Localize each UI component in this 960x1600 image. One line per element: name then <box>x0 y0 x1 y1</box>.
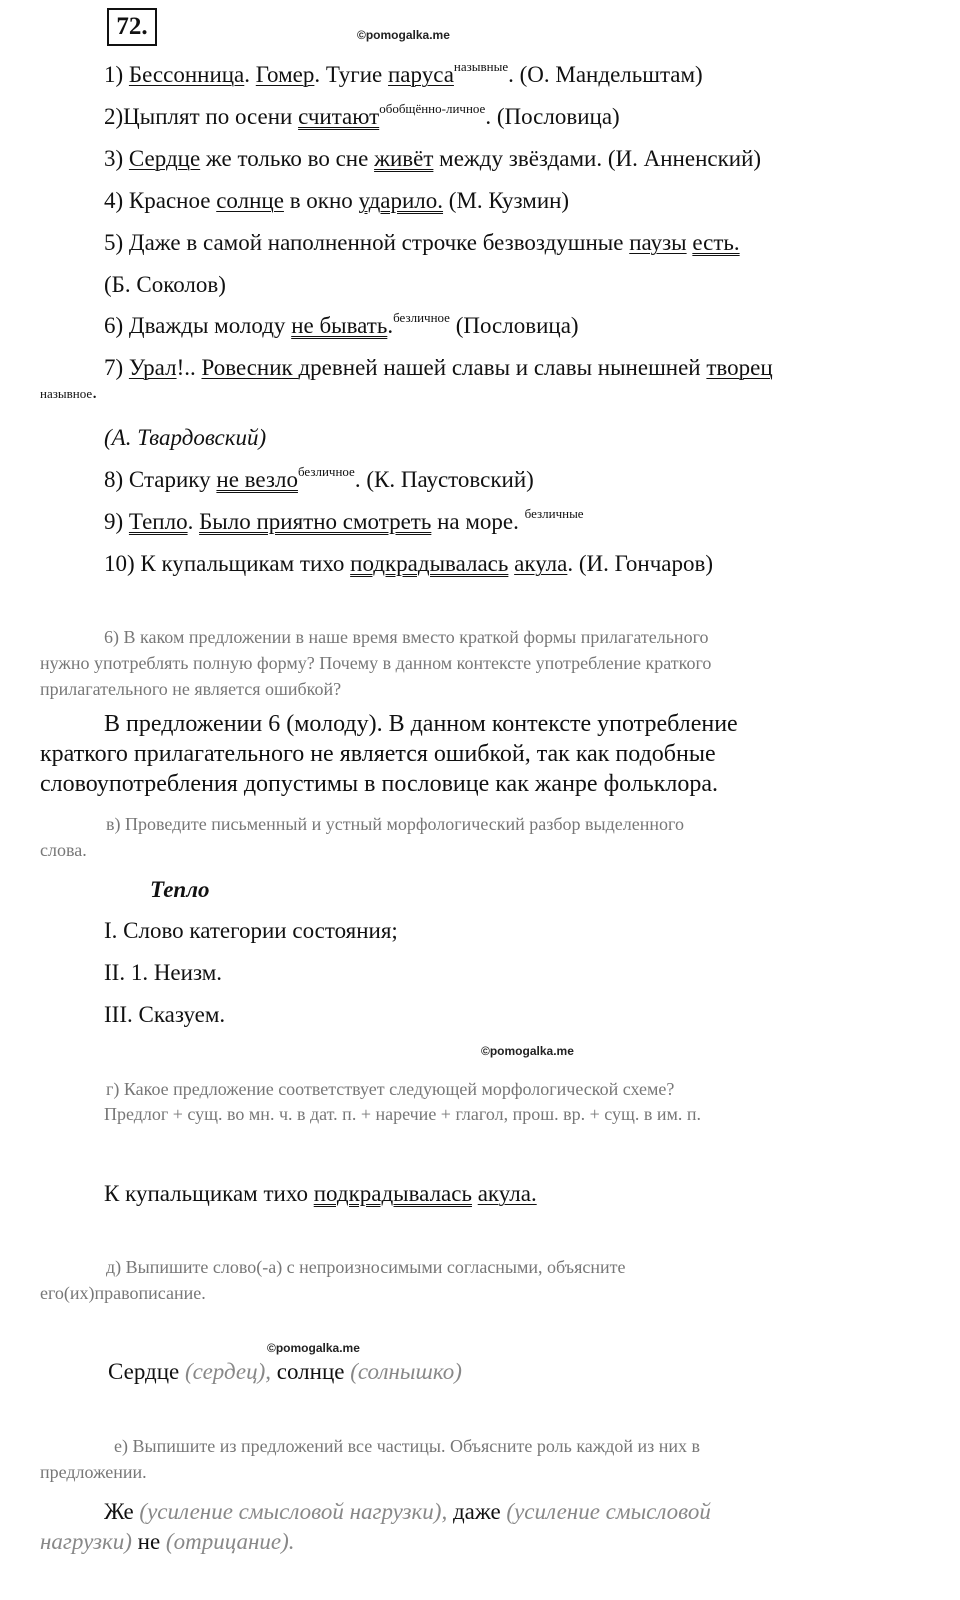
task-g-question: Предлог + сущ. во мн. ч. в дат. п. + наречие + глагол, прош. вр. + сущ. в им. п. <box>104 1104 701 1124</box>
watermark: ©pomogalka.me <box>481 1044 574 1058</box>
annotation: назывные <box>453 59 509 74</box>
task-g-question: г) Какое предложение соответствует следующей морфологической схеме? <box>106 1079 675 1099</box>
text: . <box>387 313 394 338</box>
annotation: обобщённо-личное <box>379 101 486 116</box>
text: же только во сне <box>200 146 375 171</box>
task-g-answer <box>104 1181 537 1207</box>
predicate: есть. <box>692 230 740 255</box>
task-v-line: II. 1. Неизм. <box>104 960 223 985</box>
sentence-5-author: (Б. Соколов) <box>104 272 226 297</box>
text: . <box>92 381 98 403</box>
task-b-answer: краткого прилагательного не является ошибкой, так как подобные <box>40 741 716 767</box>
annotation: назывное <box>40 386 93 401</box>
watermark: ©pomogalka.me <box>357 28 450 42</box>
task-d-question: его(их)правописание. <box>40 1283 206 1303</box>
predicate: не бывать <box>291 313 388 338</box>
sentence-4 <box>104 188 569 214</box>
text: 4) Красное <box>104 188 217 213</box>
watermark: ©pomogalka.me <box>267 1341 360 1355</box>
text: 5) Даже в самой наполненной строчке безвоздушные <box>104 230 630 255</box>
comment: (солнышко) <box>350 1359 462 1384</box>
comment: (усиление смысловой <box>506 1499 711 1524</box>
text: 8) Старику <box>104 467 217 492</box>
task-e-answer <box>104 1499 711 1525</box>
subject: акула <box>514 551 568 576</box>
predicate: считают <box>298 104 380 129</box>
task-v-question: слова. <box>40 840 87 860</box>
sentence-7-annotation <box>40 381 97 404</box>
task-e-question: е) Выпишите из предложений все частицы. Объясните роль каждой из них в <box>114 1436 701 1456</box>
subject: творец <box>706 355 773 380</box>
predicate: Было приятно смотреть <box>199 509 432 534</box>
text: . (И. Гончаров) <box>567 551 714 576</box>
subject: паузы <box>629 230 687 255</box>
task-v-question: в) Проведите письменный и устный морфологический разбор выделенного <box>106 814 684 834</box>
task-e-question: предложении. <box>40 1462 147 1482</box>
text: 3) <box>104 146 129 171</box>
sentence-5 <box>104 230 740 256</box>
text: . <box>187 509 200 534</box>
sentence-2 <box>104 101 620 130</box>
task-v-word: Тепло <box>150 877 210 902</box>
subject: акула. <box>477 1181 537 1206</box>
text: 1) <box>104 62 129 87</box>
exercise-number: 72. <box>107 8 157 46</box>
sentence-1 <box>104 59 703 88</box>
predicate: не везло <box>216 467 298 492</box>
sentence-7 <box>104 355 773 381</box>
subject: Сердце <box>128 146 201 171</box>
text: К купальщикам тихо <box>104 1181 314 1206</box>
task-b-answer: словоупотребления допустимы в пословице как жанре фольклора. <box>40 771 719 797</box>
text: в окно <box>283 188 359 213</box>
subject: паруса <box>388 62 454 87</box>
comment: нагрузки) <box>40 1529 132 1554</box>
text: . (О. Мандельштам) <box>508 62 703 87</box>
text: 9) <box>104 509 129 534</box>
subject: Бессонница <box>128 62 245 87</box>
word: не <box>131 1529 166 1554</box>
task-v-line: III. Сказуем. <box>104 1002 226 1027</box>
text: 10) К купальщикам тихо <box>104 551 351 576</box>
word: Же <box>104 1499 140 1524</box>
comment: (усиление смысловой нагрузки), <box>139 1499 448 1524</box>
sentence-10 <box>104 551 713 577</box>
text: !.. <box>176 355 202 380</box>
task-b-question: нужно употреблять полную форму? Почему в данном контексте употребление краткого <box>40 653 712 673</box>
text: (М. Кузмин) <box>443 188 570 213</box>
predicate: живёт <box>374 146 434 171</box>
task-b-question: прилагательного не является ошибкой? <box>40 679 342 699</box>
task-d-answer <box>108 1359 462 1385</box>
text: . (Пословица) <box>485 104 620 129</box>
task-v-line: I. Слово категории состояния; <box>104 918 398 943</box>
word: даже <box>447 1499 507 1524</box>
task-b-answer: В предложении 6 (молоду). В данном контексте употребление <box>104 711 738 737</box>
text: на море. <box>431 509 525 534</box>
sentence-9 <box>104 506 584 535</box>
predicate: ударило. <box>358 188 444 213</box>
sentence-6 <box>104 310 579 339</box>
subject: солнце <box>216 188 284 213</box>
word: Сердце <box>108 1359 185 1384</box>
task-b-question: 6) В каком предложении в наше время вместо краткой формы прилагательного <box>104 627 709 647</box>
task-e-answer <box>40 1529 295 1555</box>
predicate: подкрадывалась <box>313 1181 472 1206</box>
comment: (отрицание). <box>165 1529 295 1554</box>
subject: Ровесник <box>201 355 299 380</box>
task-d-question: д) Выпишите слово(-а) с непроизносимыми согласными, объясните <box>106 1257 626 1277</box>
annotation: безличное <box>297 464 355 479</box>
text: 7) <box>104 355 129 380</box>
text: . Тугие <box>314 62 388 87</box>
subject: Гомер <box>255 62 315 87</box>
predicate: Тепло <box>128 509 188 534</box>
text: древней нашей славы и славы нынешней <box>298 355 707 380</box>
comment: (сердец), <box>185 1359 272 1384</box>
text: . (К. Паустовский) <box>354 467 534 492</box>
text: . <box>244 62 256 87</box>
sentence-8 <box>104 464 534 493</box>
subject: Урал <box>128 355 177 380</box>
word: солнце <box>271 1359 351 1384</box>
annotation: безличные <box>524 506 584 521</box>
text: (Пословица) <box>449 313 579 338</box>
sentence-7-author: (А. Твардовский) <box>104 425 267 450</box>
annotation: безличное <box>393 310 450 325</box>
text: между звёздами. (И. Анненский) <box>433 146 762 171</box>
predicate: подкрадывалась <box>350 551 509 576</box>
text: 2)Цыплят по осени <box>104 104 299 129</box>
text: 6) Дважды молоду <box>104 313 292 338</box>
sentence-3 <box>104 146 761 172</box>
